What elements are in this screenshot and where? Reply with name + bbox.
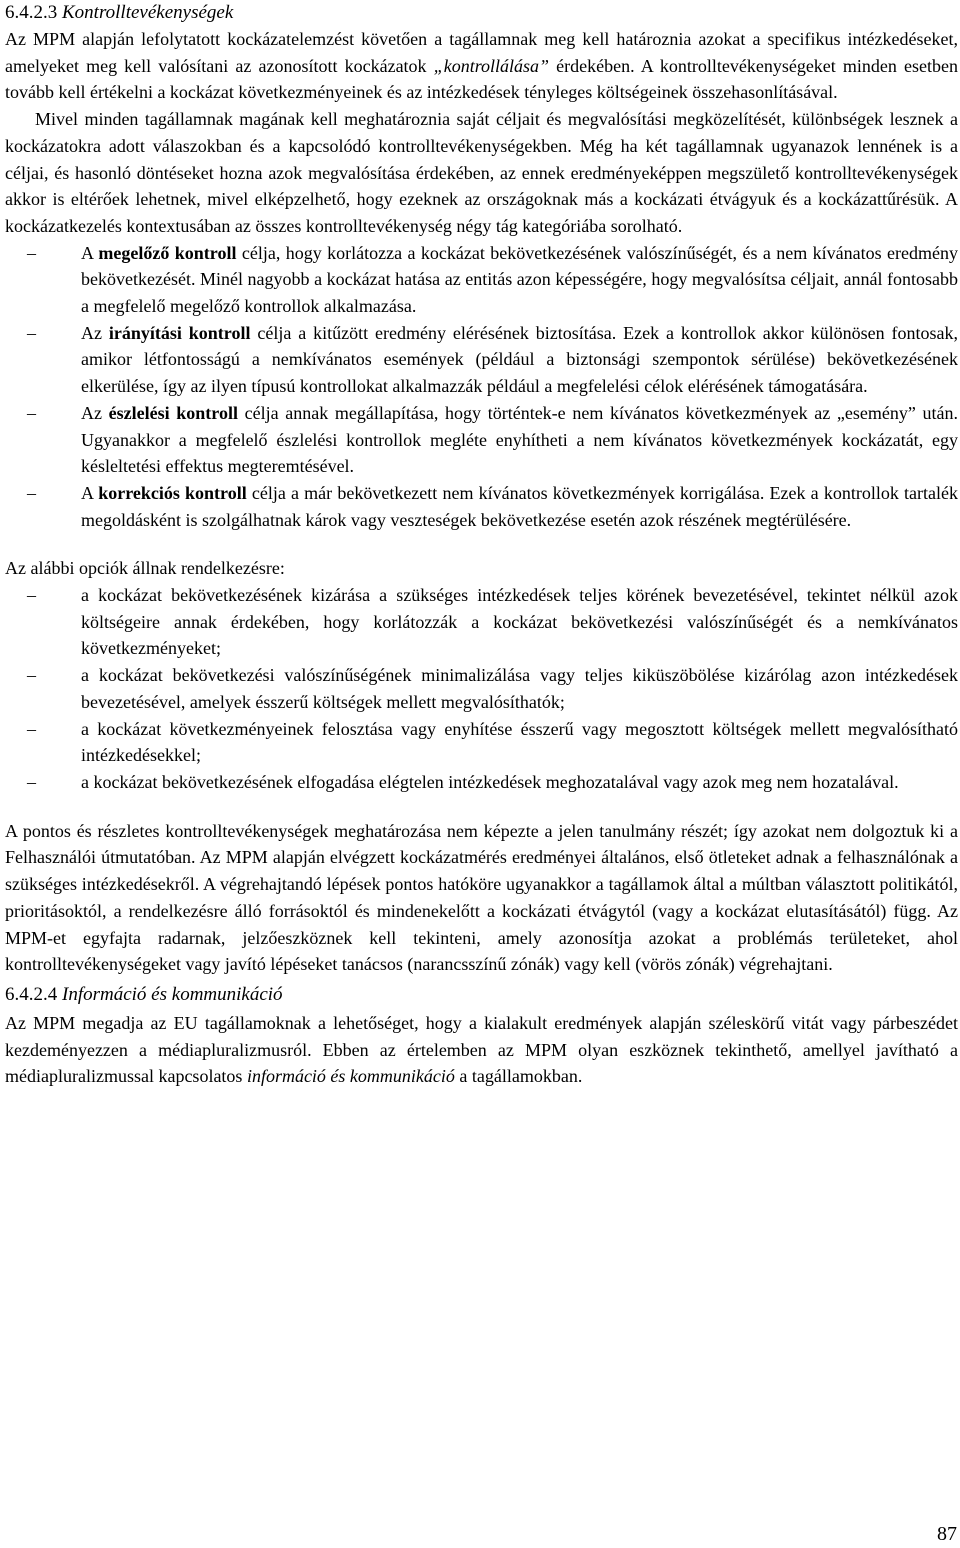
section-number: 6.4.2.4 — [5, 983, 58, 1005]
text-run: célja a már bekövetkezett nem kívánatos következmények korrigálása. Ezek a kontrollok tartalék megoldásként is szolgálhatnak károk vagy veszteségek bekövetkezése esetén azok részének megtérülésére. — [81, 482, 958, 530]
dash-bullet: – — [27, 322, 36, 343]
dash-bullet: – — [27, 482, 36, 503]
bold-term: korrekciós kontroll — [98, 482, 247, 503]
text-run: Az — [81, 402, 109, 423]
section-heading — [5, 982, 958, 1008]
options-intro: Az alábbi opciók állnak rendelkezésre: — [5, 558, 285, 579]
text-run: célja annak megállapítása, hogy történtek-e nem kívánatos következmények az „esemény” után. Ugyanakkor a megfelelő észlelési kontrollok megléte enyhítheti a nem kívánatos következmények kockázatát, egy késleltetési effektus megteremtésével. — [81, 402, 958, 477]
text-run: a kockázat következményeinek felosztása vagy enyhítése ésszerű vagy megosztott költségek mellett megvalósítható intézkedésekkel; — [81, 718, 958, 766]
bold-term: irányítási kontroll — [108, 322, 251, 343]
options-list — [5, 582, 958, 796]
italic-term: információ és kommunikáció — [246, 1066, 455, 1087]
text-run: a kockázat bekövetkezésének elfogadása elégtelen intézkedések meghozatalával vagy azok meg nem hozatalával. — [81, 771, 899, 792]
document-page — [5, 0, 958, 1090]
section-heading — [5, 0, 958, 26]
text-run: a tagállamokban. — [454, 1066, 583, 1087]
text-run: Az — [81, 322, 109, 343]
list-item — [5, 769, 958, 796]
list-item — [5, 320, 958, 400]
dash-bullet: – — [27, 665, 36, 686]
body-paragraph — [5, 1010, 958, 1090]
dash-bullet: – — [27, 585, 36, 606]
dash-bullet: – — [27, 242, 36, 263]
italic-term: „kontrollálása” — [433, 55, 550, 76]
list-item — [5, 240, 958, 320]
list-item — [5, 662, 958, 715]
text-run: érdekében. A kontrolltevékenységeket minden esetben tovább kell értékelni a kockázat következményeinek és az intézkedések tényleges költségeinek összehasonlításával. — [5, 55, 959, 103]
bold-term: megelőző kontroll — [98, 242, 237, 263]
dash-bullet: – — [27, 718, 36, 739]
text-run: Az MPM megadja az EU tagállamoknak a lehetőséget, hogy a kialakult eredmények alapján széleskörű vitát vagy párbeszédet kezdeményezzen a médiapluralizmusról. Ebben az értelemben az MPM olyan eszköznek tekinthető, amellyel javítható a médiapluralizmussal kapcsolatos — [5, 1012, 958, 1087]
list-item — [5, 480, 958, 533]
list-item — [5, 582, 958, 662]
dash-bullet: – — [27, 402, 36, 423]
section-title: Információ és kommunikáció — [62, 983, 283, 1005]
text-run: Az MPM alapján lefolytatott kockázatelemzést követően a tagállamnak meg kell határoznia azokat a specifikus intézkedéseket, amelyeket meg kell valósítani az azonosított kockázatok — [5, 29, 958, 76]
dash-bullet: – — [27, 771, 36, 792]
list-item — [5, 716, 958, 769]
body-paragraph: Mivel minden tagállamnak magának kell meghatároznia saját céljait és megvalósítási megközelítését, különbségek lesznek a kockázatokra adott válaszokban és a kapcsolódó kontrolltevékenységekben. Még ha két tagállamnak ugyanazok lennének is a céljai, és hasonló döntéseket hozna azok megvalósítása érdekében, az ennek eredményeképpen megszülető kontrolltevékenységek akkor is eltérőek lehetnek, mivel elképzelhető, hogy ezeknek az országoknak más a kockázati étvágyuk és a kockázattűrésük. A kockázatkezelés kontextusában az összes kontrolltevékenység négy tág kategóriába sorolható. — [5, 109, 958, 236]
intro-paragraph — [5, 26, 958, 106]
text-run: a kockázat bekövetkezésének kizárása a szükséges intézkedések teljes körének bevezetésével, tekintet nélkül azok költségeire annak érdekében, hogy korlátozzák a kockázat bekövetkezési valószínűségét és a nemkívánatos következményeket; — [81, 585, 958, 659]
bold-term: észlelési kontroll — [108, 402, 238, 423]
section-number: 6.4.2.3 — [5, 2, 58, 23]
text-run: A — [81, 482, 99, 503]
page-number: 87 — [937, 1523, 957, 1545]
list-item — [5, 400, 958, 480]
section-title: Kontrolltevékenységek — [62, 2, 234, 23]
text-run: a kockázat bekövetkezési valószínűségének minimalizálása vagy teljes kiküszöbölése kizárólag azon intézkedések bevezetésével, amelyek ésszerű költségek mellett megvalósíthatók; — [81, 665, 958, 712]
text-run: célja a kitűzött eredmény elérésének biztosítása. Ezek a kontrollok akkor különösen fontosak, amikor létfontosságú a nemkívánatos események (például a biztonsági szempontok sérülése) bekövetkezésének elkerülése, így az ilyen típusú kontrollokat alkalmazzák például a megfelelési célok elérésének támogatására. — [81, 322, 958, 397]
body-paragraph: A pontos és részletes kontrolltevékenységek meghatározása nem képezte a jelen tanulmány részét; így azokat nem dolgoztuk ki a Felhasználói útmutatóban. Az MPM alapján elvégzett kockázatmérés eredményei általános, első ötleteket adnak a felhasználónak a szükséges intézkedésekről. A végrehajtandó lépések pontos hatóköre ugyanakkor a tagállamok által a múltban választott politikától, prioritásoktól, a rendelkezésre álló forrásoktól és mindenekelőtt a kockázati étvágytól (vagy a kockázat elutasításától) függ. Az MPM-et egyfajta radarnak, jelzőeszköznek kell tekinteni, amely azonosítja azokat a problémás területeket, ahol kontrolltevékenységeket vagy javító lépéseket tanácsos (narancsszínű zónák) vagy kell (vörös zónák) végrehajtani. — [5, 820, 958, 975]
text-run: célja, hogy korlátozza a kockázat bekövetkezésének valószínűségét, és a nem kívánatos eredmény bekövetkezését. Minél nagyobb a kockázat hatása az entitás azon képességére, hogy megvalósítsa céljait, annál fontosabb a megfelelő megelőző kontrollok alkalmazása. — [81, 242, 958, 317]
control-types-list — [5, 240, 958, 534]
text-run: A — [81, 242, 99, 263]
